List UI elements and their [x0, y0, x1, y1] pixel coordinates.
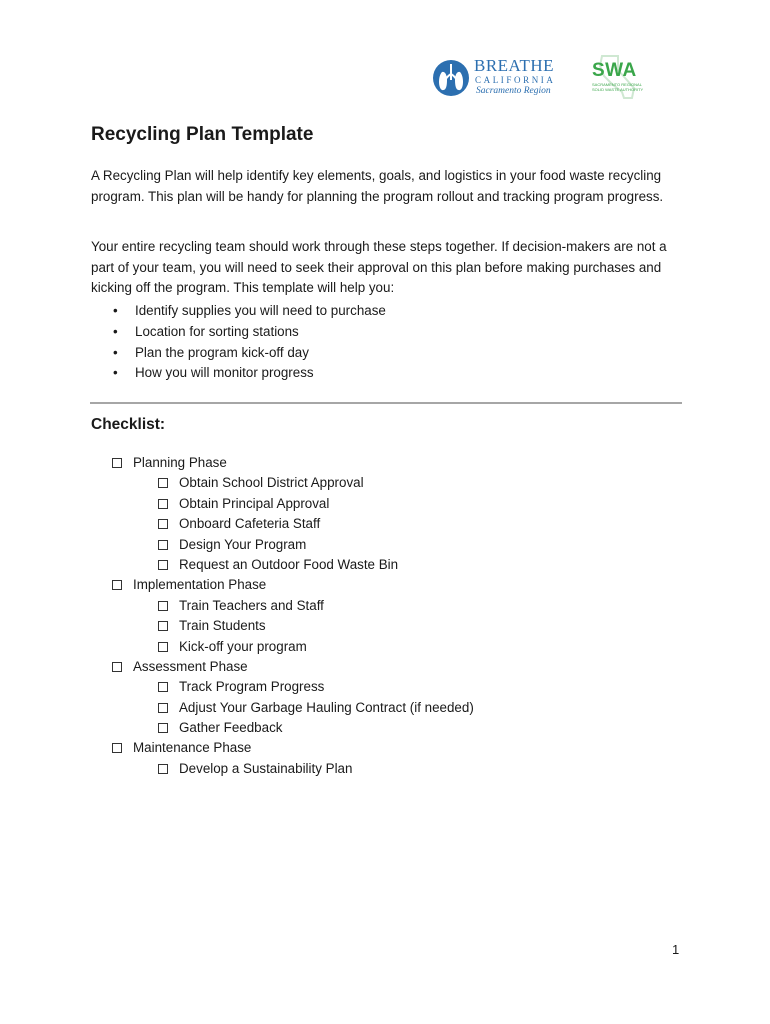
checklist-heading: Checklist: [91, 416, 166, 433]
checklist-task-item [112, 759, 474, 779]
breathe-california-logo [432, 54, 562, 100]
section-divider [90, 402, 682, 404]
checkbox-icon[interactable] [112, 662, 122, 672]
checkbox-icon[interactable] [112, 580, 122, 590]
bullet-item: • Identify supplies you will need to purchase [91, 301, 386, 322]
checkbox-icon[interactable] [158, 621, 168, 631]
swa-logo-small-text: SACRAMENTO REGIONAL SOLID WASTE AUTHORITY [592, 82, 644, 92]
checkbox-icon[interactable] [158, 519, 168, 529]
checklist-item-label: Maintenance Phase [133, 740, 252, 756]
breathe-logo-subtitle: CALIFORNIA [475, 75, 556, 85]
checkbox-icon[interactable] [158, 682, 168, 692]
checklist-item-label: Onboard Cafeteria Staff [179, 516, 321, 532]
checkbox-icon[interactable] [112, 743, 122, 753]
checkbox-icon[interactable] [158, 478, 168, 488]
checklist-item-label: Develop a Sustainability Plan [179, 760, 353, 776]
help-bullet-list [91, 301, 386, 384]
checklist-item-label: Obtain Principal Approval [179, 495, 330, 511]
checklist-item-label: Design Your Program [179, 536, 307, 552]
bullet-icon: • [113, 323, 118, 339]
header-logos [432, 54, 672, 104]
checklist-item-label: Assessment Phase [133, 658, 248, 674]
checklist-phase-item [112, 453, 474, 473]
swa-logo [590, 54, 650, 100]
checklist-phase-item [112, 575, 474, 595]
bullet-item: • Location for sorting stations [91, 322, 386, 343]
checklist-item-label: Adjust Your Garbage Hauling Contract (if needed) [179, 699, 474, 715]
checkbox-icon[interactable] [158, 499, 168, 509]
checklist-item-label: Kick-off your program [179, 638, 307, 654]
checkbox-icon[interactable] [158, 723, 168, 733]
checkbox-icon[interactable] [158, 540, 168, 550]
checklist-item-label: Implementation Phase [133, 577, 267, 593]
checklist-task-item [112, 473, 474, 493]
checklist-task-item [112, 596, 474, 616]
swa-logo-title: SWA [592, 60, 637, 81]
team-paragraph: Your entire recycling team should work through these steps together. If decision-makers are not a part of your team, you will need to seek their approval on this plan before making purchases and kicking off the program. This template will help you: [91, 239, 667, 295]
bullet-item: • How you will monitor progress [91, 363, 386, 384]
checklist-task-item [112, 535, 474, 555]
checkbox-icon[interactable] [158, 560, 168, 570]
checkbox-icon[interactable] [112, 458, 122, 468]
page-number: 1 [672, 942, 680, 957]
checklist [112, 453, 474, 779]
checklist-item-label: Obtain School District Approval [179, 475, 364, 491]
checklist-task-item [112, 514, 474, 534]
checkbox-icon[interactable] [158, 601, 168, 611]
checklist-item-label: Train Teachers and Staff [179, 597, 324, 613]
breathe-logo-region: Sacramento Region [476, 86, 551, 96]
document-title: Recycling Plan Template [91, 124, 314, 145]
checklist-item-label: Track Program Progress [179, 679, 325, 695]
checklist-item-label: Request an Outdoor Food Waste Bin [179, 556, 399, 572]
checklist-task-item [112, 677, 474, 697]
lungs-icon [432, 58, 470, 98]
bullet-icon: • [113, 365, 118, 381]
checklist-phase-item [112, 738, 474, 758]
checklist-task-item [112, 637, 474, 657]
checklist-task-item [112, 718, 474, 738]
bullet-icon: • [113, 303, 118, 318]
checkbox-icon[interactable] [158, 642, 168, 652]
checklist-item-label: Gather Feedback [179, 720, 283, 736]
checklist-task-item [112, 494, 474, 514]
checklist-item-label: Planning Phase [133, 455, 227, 470]
checklist-phase-item [112, 657, 474, 677]
checklist-task-item [112, 555, 474, 575]
checklist-task-item [112, 698, 474, 718]
intro-paragraph: A Recycling Plan will help identify key elements, goals, and logistics in your food waste recycling program. This plan will be handy for planning the program rollout and tracking program progress. [91, 168, 664, 204]
bullet-item: • Plan the program kick-off day [91, 343, 386, 364]
breathe-logo-title: BREATHE [474, 56, 554, 75]
checkbox-icon[interactable] [158, 764, 168, 774]
bullet-icon: • [113, 344, 118, 360]
checklist-item-label: Train Students [179, 618, 266, 634]
checklist-task-item [112, 616, 474, 636]
checkbox-icon[interactable] [158, 703, 168, 713]
